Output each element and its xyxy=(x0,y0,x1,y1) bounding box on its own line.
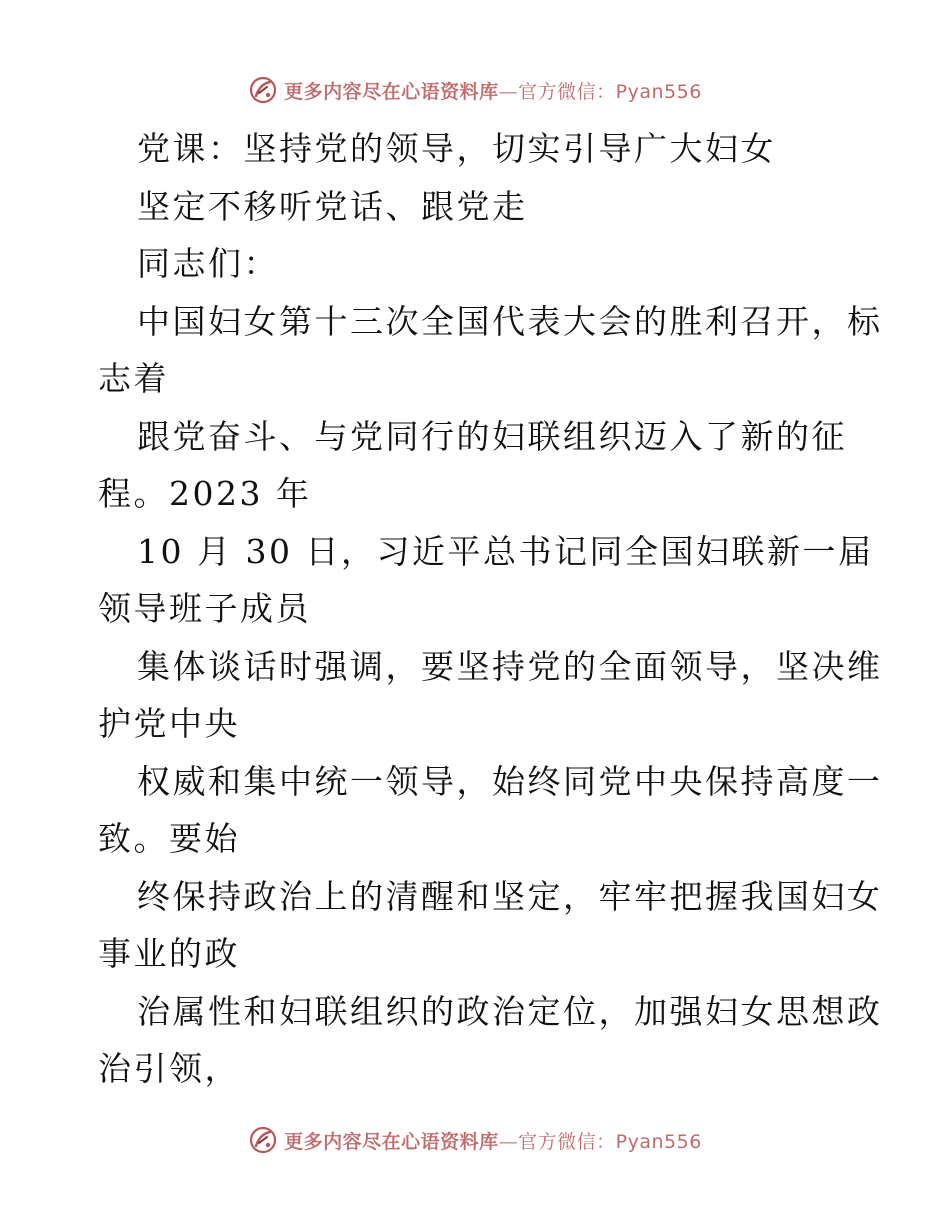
text-line: 治属性和妇联组织的政治定位，加强妇女思想政 xyxy=(137,991,883,1031)
watermark-separator: — xyxy=(498,80,519,103)
text-line: 护党中央 xyxy=(98,704,240,743)
brand-logo-icon xyxy=(248,1125,278,1155)
text-line: 集体谈话时强调，要坚持党的全面领导，坚决维 xyxy=(137,646,883,686)
document-body xyxy=(98,120,883,1098)
watermark-text xyxy=(284,77,702,104)
watermark-suffix: 官方微信：Pyan556 xyxy=(518,80,702,103)
watermark-suffix: 官方微信：Pyan556 xyxy=(518,1130,702,1153)
watermark-main: 更多内容尽在心语资料库 xyxy=(284,1130,499,1153)
text-line: 同志们： xyxy=(137,244,279,283)
text-line: 中国妇女第十三次全国代表大会的胜利召开，标 xyxy=(137,301,883,341)
text-line: 志着 xyxy=(98,359,169,398)
text-line: 党课：坚持党的领导，切实引导广大妇女 xyxy=(137,129,776,168)
text-line: 权威和集中统一领导，始终同党中央保持高度一 xyxy=(137,761,883,801)
watermark-text xyxy=(284,1127,702,1154)
text-line: 事业的政 xyxy=(98,934,240,973)
text-line: 领导班子成员 xyxy=(98,589,311,628)
watermark-main: 更多内容尽在心语资料库 xyxy=(284,80,499,103)
footer-watermark xyxy=(0,1120,950,1160)
header-watermark xyxy=(0,70,950,110)
text-line: 终保持政治上的清醒和坚定，牢牢把握我国妇女 xyxy=(137,876,883,916)
brand-logo-icon xyxy=(248,75,278,105)
text-line: 坚定不移听党话、跟党走 xyxy=(137,186,528,226)
text-line: 10 月 30 日，习近平总书记同全国妇联新一届 xyxy=(137,531,874,571)
text-line: 致。要始 xyxy=(98,819,240,858)
text-line: 跟党奋斗、与党同行的妇联组织迈入了新的征 xyxy=(137,416,847,456)
watermark-separator: — xyxy=(498,1130,519,1153)
text-line: 程。2023 年 xyxy=(98,474,312,513)
text-line: 治引领， xyxy=(98,1049,240,1088)
